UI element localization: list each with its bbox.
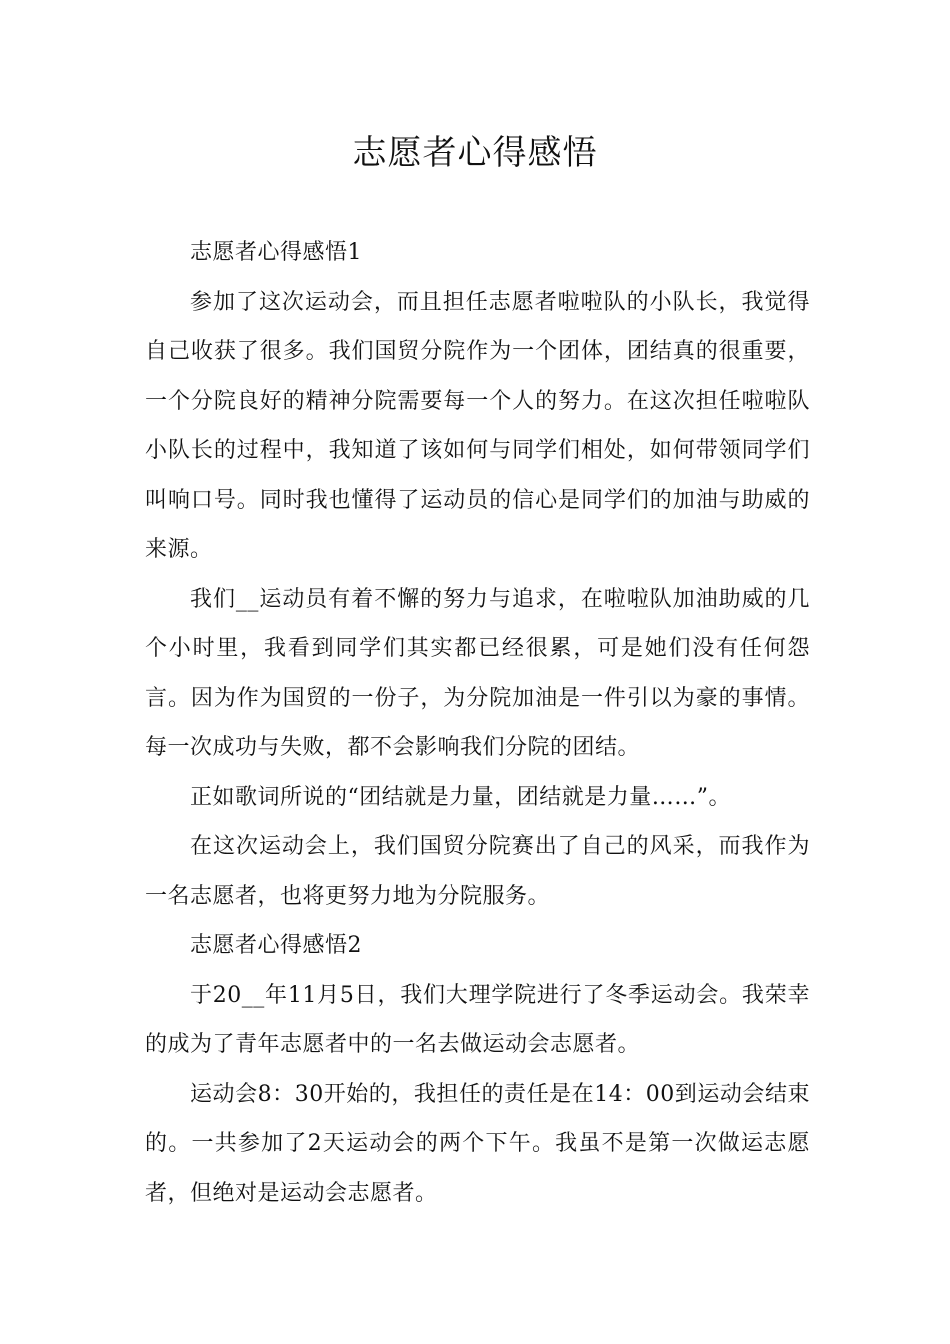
paragraph: 运动会8：30开始的，我担任的责任是在14：00到运动会结束的。一共参加了2天运动会的两个下午。我虽不是第一次做运志愿者，但绝对是运动会志愿者。 xyxy=(145,1081,810,1206)
paragraph: 于20__年11月5日，我们大理学院进行了冬季运动会。我荣幸的成为了青年志愿者中的一名去做运动会志愿者。 xyxy=(145,982,810,1057)
section-heading-1: 志愿者心得感悟1 xyxy=(190,240,362,265)
paragraph: 正如歌词所说的“团结就是力量，团结就是力量……”。 xyxy=(190,784,731,810)
paragraph: 我们__运动员有着不懈的努力与追求，在啦啦队加油助威的几个小时里，我看到同学们其实都已经很累，可是她们没有任何怨言。因为作为国贸的一份子，为分院加油是一件引以为豪的事情。每一次成功与失败，都不会影响我们分院的团结。 xyxy=(145,586,810,760)
paragraph: 在这次运动会上，我们国贸分院赛出了自己的风采，而我作为一名志愿者，也将更努力地为分院服务。 xyxy=(145,834,810,909)
document-title: 志愿者心得感悟 xyxy=(352,133,598,173)
paragraph: 参加了这次运动会，而且担任志愿者啦啦队的小队长，我觉得自己收获了很多。我们国贸分院作为一个团体，团结真的很重要，一个分院良好的精神分院需要每一个人的努力。在这次担任啦啦队小队长的过程中，我知道了该如何与同学们相处，如何带领同学们叫响口号。同时我也懂得了运动员的信心是同学们的加油与助威的来源。 xyxy=(145,289,810,562)
section-heading-2: 志愿者心得感悟2 xyxy=(190,933,362,958)
document-body xyxy=(145,228,810,1218)
